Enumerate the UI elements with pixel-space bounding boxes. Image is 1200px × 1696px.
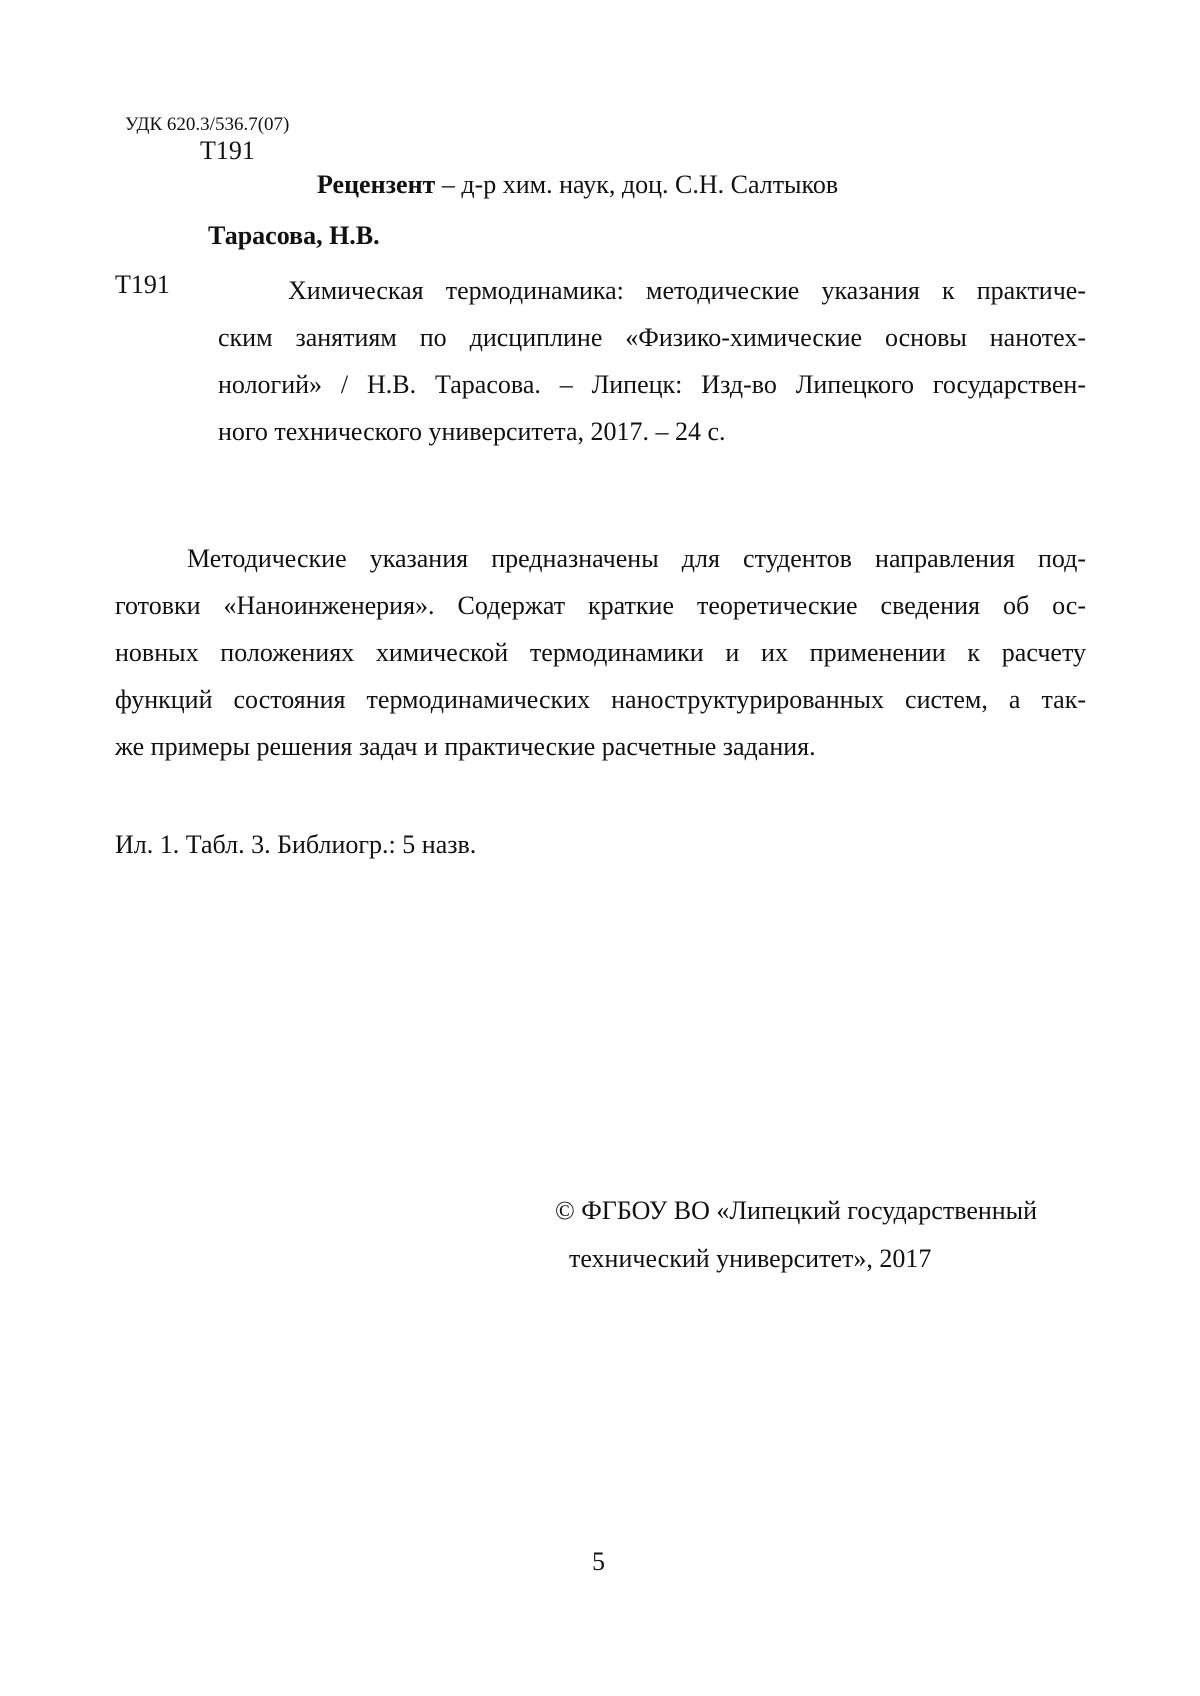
bibliographic-line: ским занятиям по дисциплине «Физико-химические основы нанотех- bbox=[218, 323, 1086, 352]
author-sign-code-margin: Т191 bbox=[115, 270, 170, 299]
bibliographic-line: нологий» / Н.В. Тарасова. – Липецк: Изд-во Липецкого государствен- bbox=[218, 370, 1086, 399]
annotation-line: же примеры решения задач и практические расчетные задания. bbox=[115, 732, 816, 761]
bibliographic-description bbox=[218, 267, 1086, 455]
bibliographic-line: Химическая термодинамика: методические указания к практиче- bbox=[288, 276, 1086, 305]
author-name: Тарасова, Н.В. bbox=[208, 221, 380, 250]
reviewer-label: Рецензент bbox=[317, 170, 436, 199]
udk-code: УДК 620.3/536.7(07) bbox=[125, 114, 290, 135]
copyright-line-2: технический университет», 2017 bbox=[569, 1244, 932, 1273]
annotation-line: новных положениях химической термодинамики и их применении к расчету bbox=[115, 638, 1086, 667]
annotation-line: готовки «Наноинженерия». Содержат краткие теоретические сведения об ос- bbox=[115, 591, 1086, 620]
page-number: 5 bbox=[592, 1547, 605, 1576]
illustrations-count: Ил. 1. Табл. 3. Библиогр.: 5 назв. bbox=[115, 830, 477, 859]
copyright-notice bbox=[555, 1187, 1037, 1283]
annotation-line: Методические указания предназначены для студентов направления под- bbox=[187, 544, 1086, 573]
reviewer-text: – д-р хим. наук, доц. С.Н. Салтыков bbox=[435, 170, 839, 199]
author-sign-code: Т191 bbox=[200, 136, 255, 165]
reviewer-line bbox=[317, 170, 838, 200]
copyright-line-1: © ФГБОУ ВО «Липецкий государственный bbox=[555, 1196, 1038, 1225]
annotation-line: функций состояния термодинамических наноструктурированных систем, а так- bbox=[115, 685, 1086, 714]
annotation-paragraph bbox=[115, 535, 1086, 770]
bibliographic-line: ного технического университета, 2017. – 24 с. bbox=[218, 417, 726, 446]
